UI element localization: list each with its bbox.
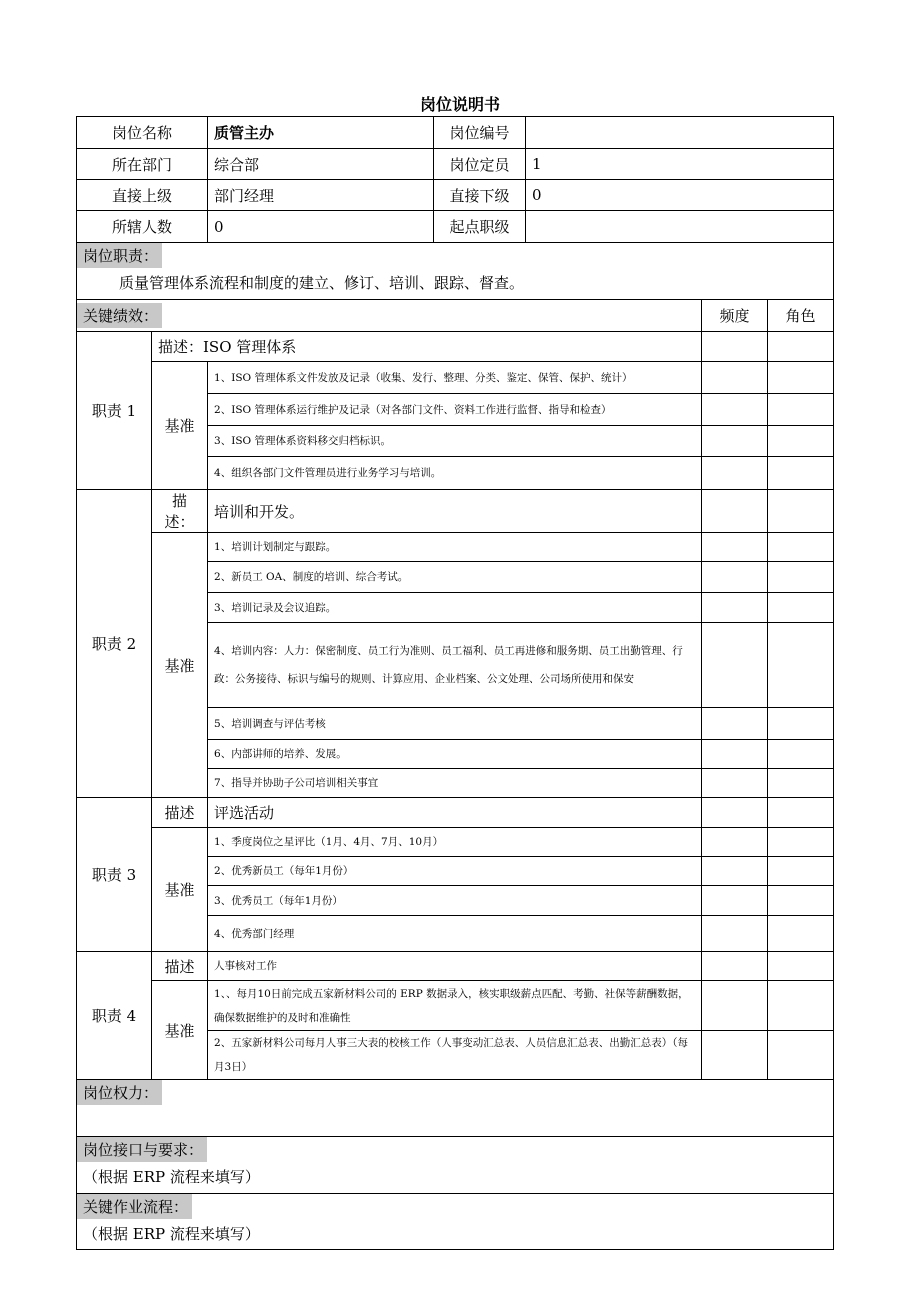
interface-text: （根据 ERP 流程来填写）: [83, 1168, 260, 1186]
duties-section-text: 质量管理体系流程和制度的建立、修订、培训、跟踪、督查。: [119, 274, 525, 292]
duty-item: 2、新员工 OA、制度的培训、综合考试。: [208, 562, 702, 593]
subordinate-value: 0: [526, 180, 834, 211]
duty-item-row: [77, 362, 834, 394]
duty-item: 4、组织各部门文件管理员进行业务学习与培训。: [208, 457, 702, 490]
process-section: [77, 1194, 834, 1250]
name-value: 质管主办: [208, 117, 434, 149]
duty-desc-value: 培训和开发。: [208, 490, 702, 533]
duty-item: 5、培训调查与评估考核: [208, 708, 702, 740]
duty-desc-row: [77, 798, 834, 828]
kpi-header-row: [77, 300, 834, 332]
kpi-freq-header: 频度: [702, 300, 768, 332]
process-text: （根据 ERP 流程来填写）: [83, 1225, 260, 1243]
code-label: 岗位编号: [434, 117, 526, 149]
info-row: [77, 180, 834, 211]
managed-label: 所辖人数: [77, 211, 208, 243]
duty-std-label: 基准: [152, 362, 208, 490]
duty-name: 职责 4: [77, 952, 152, 1080]
quota-label: 岗位定员: [434, 149, 526, 180]
document-title: 岗位说明书: [419, 95, 500, 114]
duty-desc-row: [77, 490, 834, 533]
managed-value: 0: [208, 211, 434, 243]
duty-std-label: 基准: [152, 533, 208, 798]
dept-value: 综合部: [208, 149, 434, 180]
duty-item: 3、ISO 管理体系资料移交归档标识。: [208, 426, 702, 457]
grade-value: [526, 211, 834, 243]
kpi-header-label: 关键绩效：: [77, 303, 162, 328]
duty-std-label: 基准: [152, 828, 208, 952]
interface-section: [77, 1137, 834, 1194]
kpi-role-header: 角色: [768, 300, 834, 332]
duty-desc-row: [77, 332, 834, 362]
duty-item: 3、培训记录及会议追踪。: [208, 593, 702, 623]
superior-label: 直接上级: [77, 180, 208, 211]
duty-item: 4、优秀部门经理: [208, 916, 702, 952]
duties-section: [77, 243, 834, 300]
duty-item: 6、内部讲师的培养、发展。: [208, 740, 702, 769]
duty-item-row: [77, 828, 834, 857]
duty-desc-label: 描述: [152, 798, 208, 828]
duty-item: 1、、每月10日前完成五家新材料公司的 ERP 数据录入，核实职级薪点匹配、考勤、社保等薪酬数据，确保数据维护的及时和准确性: [208, 981, 702, 1031]
duty-item-row: [77, 533, 834, 562]
name-label: 岗位名称: [77, 117, 208, 149]
dept-label: 所在部门: [77, 149, 208, 180]
duty-item-row: [77, 981, 834, 1031]
authority-section: [77, 1080, 834, 1137]
duty-desc-label: 描述：: [152, 490, 208, 533]
info-row: [77, 211, 834, 243]
info-row: [77, 117, 834, 149]
process-label: 关键作业流程：: [77, 1194, 192, 1219]
duty-item: 2、五家新材料公司每月人事三大表的校核工作（人事变动汇总表、人员信息汇总表、出勤汇总表）（每月3日）: [208, 1031, 702, 1080]
duty-item: 2、优秀新员工（每年1月份）: [208, 857, 702, 886]
grade-label: 起点职级: [434, 211, 526, 243]
superior-value: 部门经理: [208, 180, 434, 211]
job-description-table: [76, 116, 834, 1250]
authority-text: [77, 1105, 833, 1113]
duty-item: 3、优秀员工（每年1月份）: [208, 886, 702, 916]
duty-desc-label: 描述: [152, 952, 208, 981]
duty-desc-value: 评选活动: [208, 798, 702, 828]
duty-item: 4、培训内容：人力：保密制度、员工行为准则、员工福利、员工再进修和服务期、员工出勤管理、行政：公务接待、标识与编号的规则、计算应用、企业档案、公文处理、公司场所使用和保安: [208, 623, 702, 708]
duty-std-label: 基准: [152, 981, 208, 1080]
authority-label: 岗位权力：: [77, 1080, 162, 1105]
quota-value: 1: [526, 149, 834, 180]
duty-name: 职责 2: [77, 490, 152, 798]
interface-label: 岗位接口与要求：: [77, 1137, 207, 1162]
duty-item: 1、ISO 管理体系文件发放及记录（收集、发行、整理、分类、鉴定、保管、保护、统计）: [208, 362, 702, 394]
duty-desc-value: 人事核对工作: [208, 952, 702, 981]
info-row: [77, 149, 834, 180]
duty-item: 7、指导并协助子公司培训相关事宜: [208, 769, 702, 798]
duty-item: 2、ISO 管理体系运行维护及记录（对各部门文件、资料工作进行监督、指导和检查）: [208, 394, 702, 426]
duty-name: 职责 1: [77, 332, 152, 490]
duty-item: 1、培训计划制定与跟踪。: [208, 533, 702, 562]
duty-desc: 描述：ISO 管理体系: [152, 332, 702, 362]
duty-item: 1、季度岗位之星评比（1月、4月、7月、10月）: [208, 828, 702, 857]
duty-name: 职责 3: [77, 798, 152, 952]
code-value: [526, 117, 834, 149]
duty-desc-row: [77, 952, 834, 981]
subordinate-label: 直接下级: [434, 180, 526, 211]
duties-section-label: 岗位职责：: [77, 243, 162, 268]
